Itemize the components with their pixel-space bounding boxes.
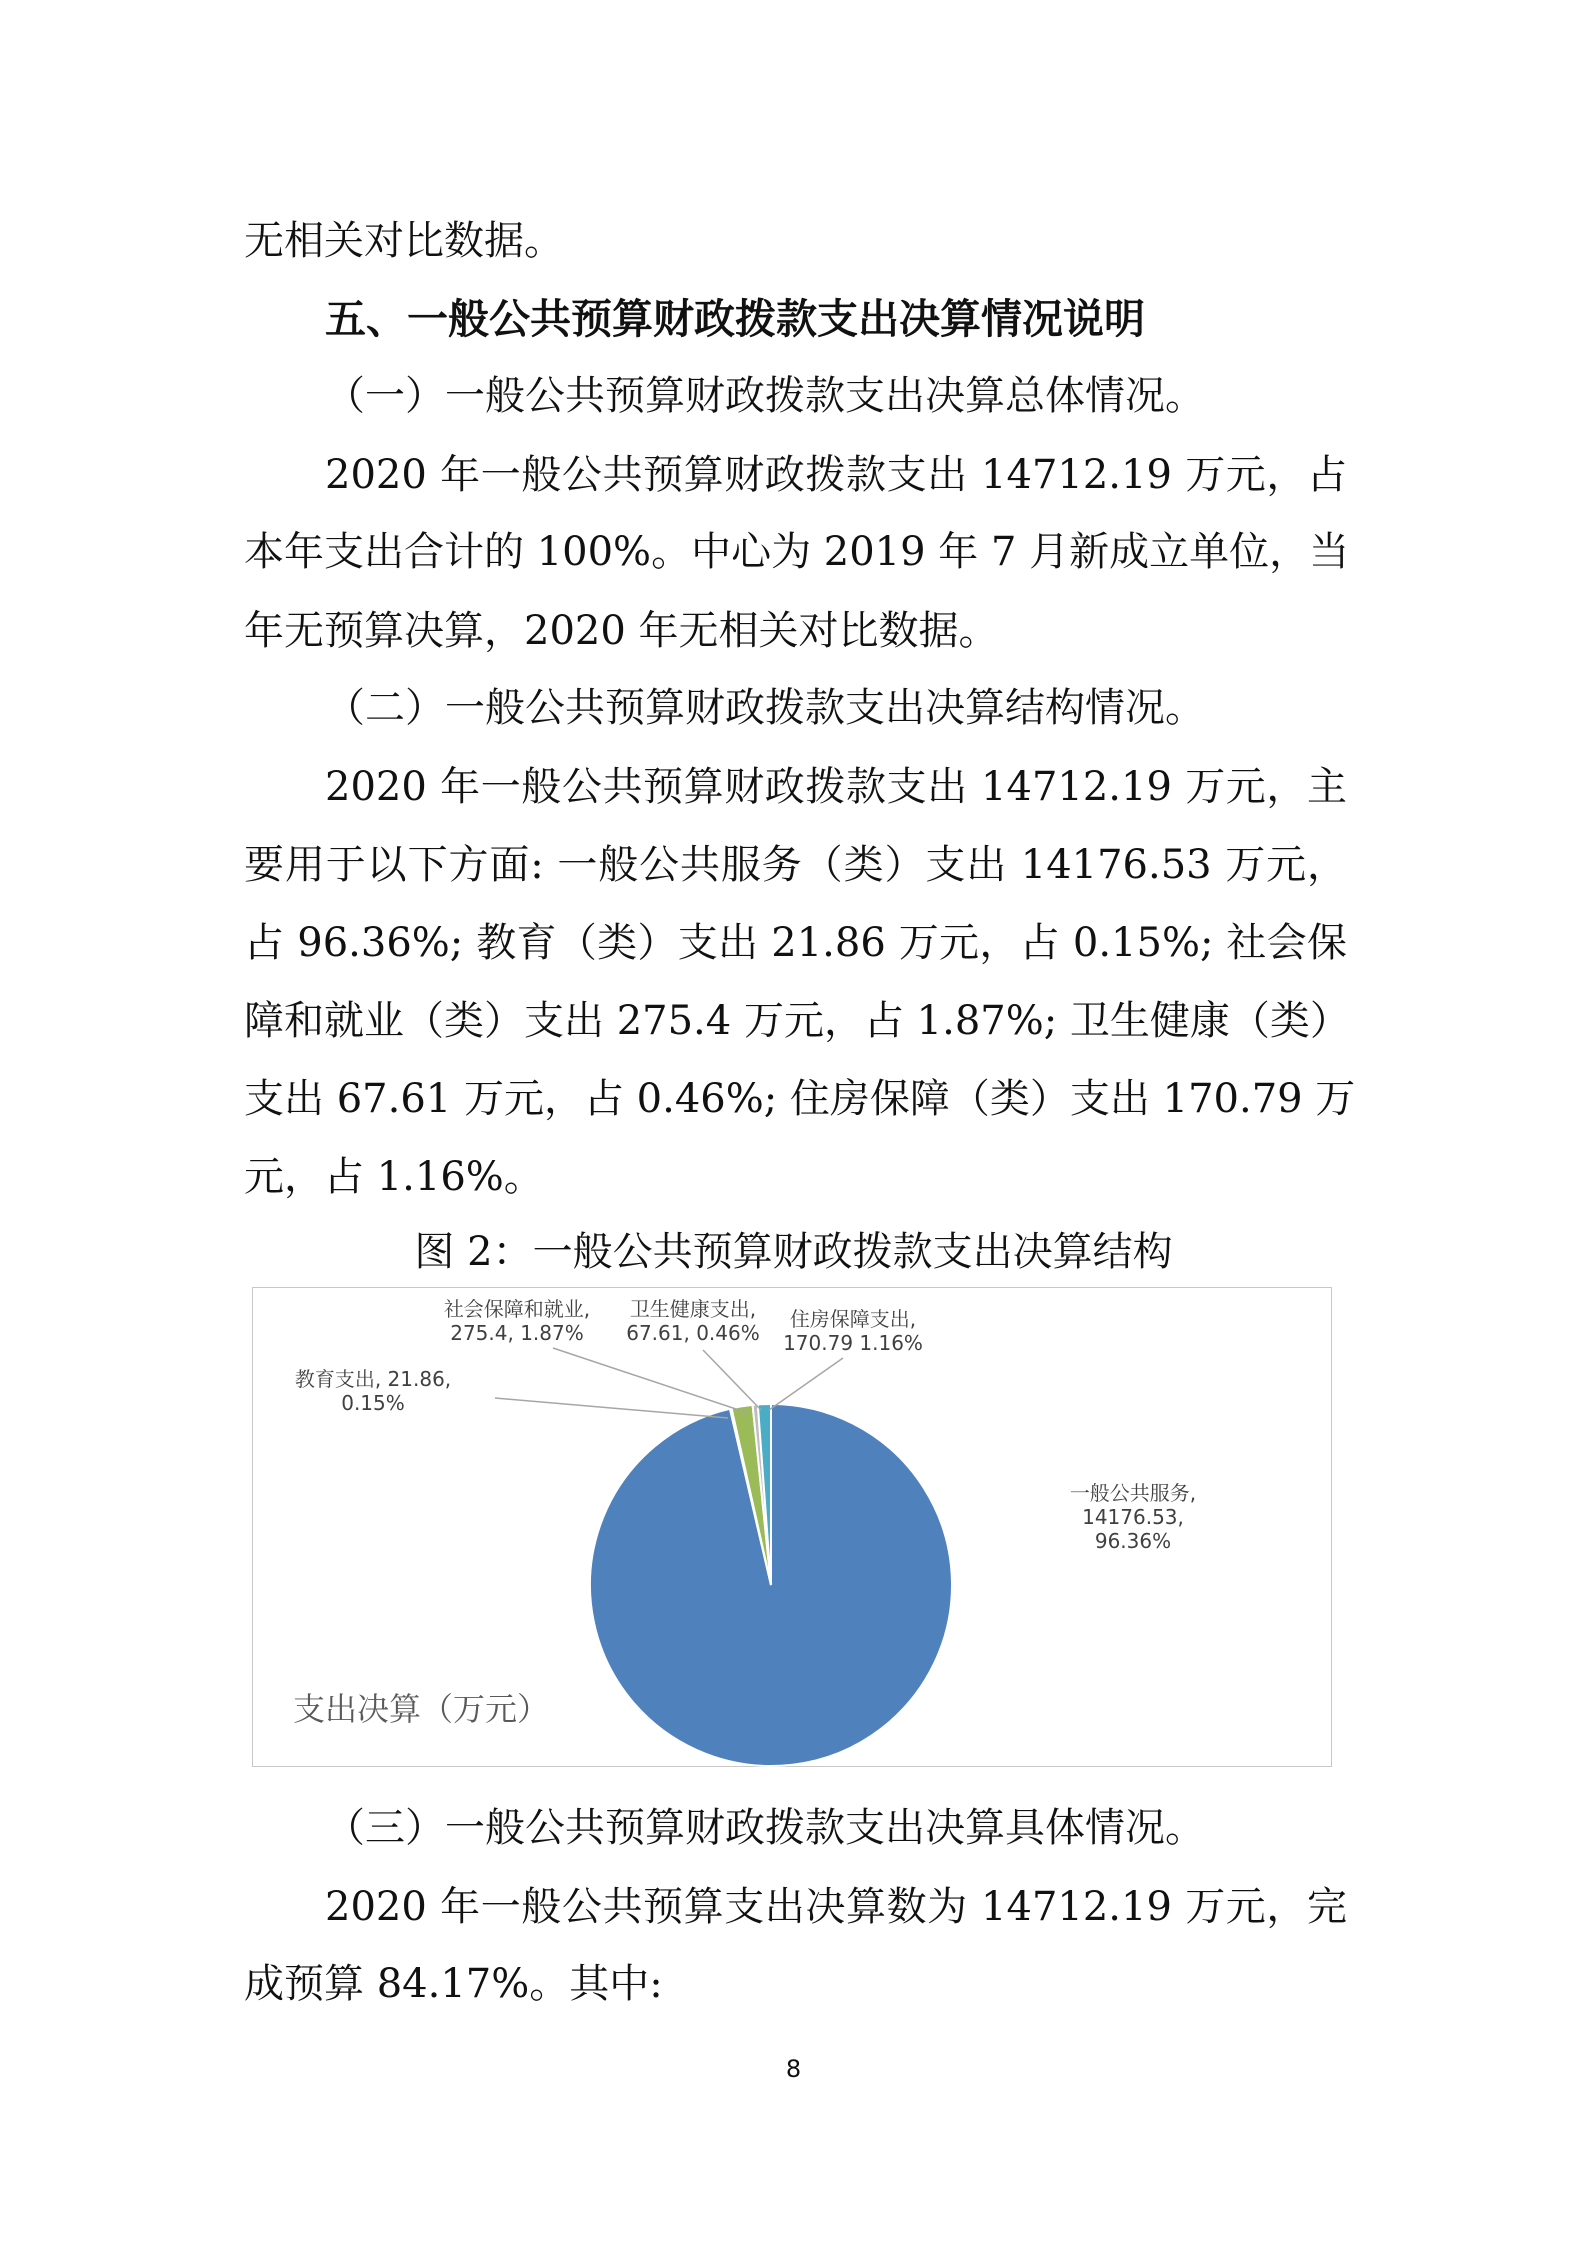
paragraph-line: 元，占 1.16%。 bbox=[244, 1154, 544, 1200]
label-general-public-service: 一般公共服务, 14176.53, 96.36% bbox=[1069, 1481, 1197, 1553]
paragraph-line: 年无预算决算，2020 年无相关对比数据。 bbox=[244, 608, 999, 654]
chart-title: 支出决算（万元） bbox=[293, 1690, 550, 1728]
label-education: 教育支出, 21.86, 0.15% bbox=[294, 1367, 452, 1415]
leader-line bbox=[495, 1398, 728, 1418]
label-health: 卫生健康支出, 67.61, 0.46% bbox=[626, 1297, 760, 1345]
paragraph-line: 支出 67.61 万元，占 0.46%; 住房保障（类）支出 170.79 万 bbox=[244, 1076, 1356, 1122]
subsection-heading-2: （二）一般公共预算财政拨款支出决算结构情况。 bbox=[325, 685, 1205, 731]
paragraph-line: 障和就业（类）支出 275.4 万元，占 1.87%; 卫生健康（类） bbox=[244, 998, 1350, 1044]
subsection-heading-1: （一）一般公共预算财政拨款支出决算总体情况。 bbox=[325, 373, 1205, 419]
paragraph-line: 成预算 84.17%。其中: bbox=[244, 1961, 663, 2007]
paragraph-line: 2020 年一般公共预算财政拨款支出 14712.19 万元，占 bbox=[325, 452, 1347, 498]
figure-caption: 图 2：一般公共预算财政拨款支出决算结构 bbox=[414, 1229, 1173, 1275]
paragraph-line: 无相关对比数据。 bbox=[244, 218, 564, 264]
leader-line bbox=[769, 1358, 843, 1410]
section-heading: 五、一般公共预算财政拨款支出决算情况说明 bbox=[325, 295, 1145, 343]
leader-line bbox=[553, 1348, 748, 1413]
pie-chart-svg bbox=[253, 1288, 1333, 1768]
paragraph-line: 要用于以下方面: 一般公共服务（类）支出 14176.53 万元， bbox=[244, 842, 1347, 888]
subsection-heading-3: （三）一般公共预算财政拨款支出决算具体情况。 bbox=[325, 1805, 1205, 1851]
label-social-security: 社会保障和就业, 275.4, 1.87% bbox=[443, 1297, 591, 1345]
label-housing: 住房保障支出, 170.79 1.16% bbox=[783, 1307, 923, 1355]
paragraph-line: 本年支出合计的 100%。中心为 2019 年 7 月新成立单位，当 bbox=[244, 529, 1350, 575]
paragraph-line: 2020 年一般公共预算财政拨款支出 14712.19 万元，主 bbox=[325, 764, 1347, 810]
paragraph-line: 占 96.36%; 教育（类）支出 21.86 万元，占 0.15%; 社会保 bbox=[244, 920, 1347, 966]
page-number: 8 bbox=[785, 2055, 802, 2083]
pie-chart bbox=[252, 1287, 1332, 1767]
paragraph-line: 2020 年一般公共预算支出决算数为 14712.19 万元，完 bbox=[325, 1884, 1347, 1930]
